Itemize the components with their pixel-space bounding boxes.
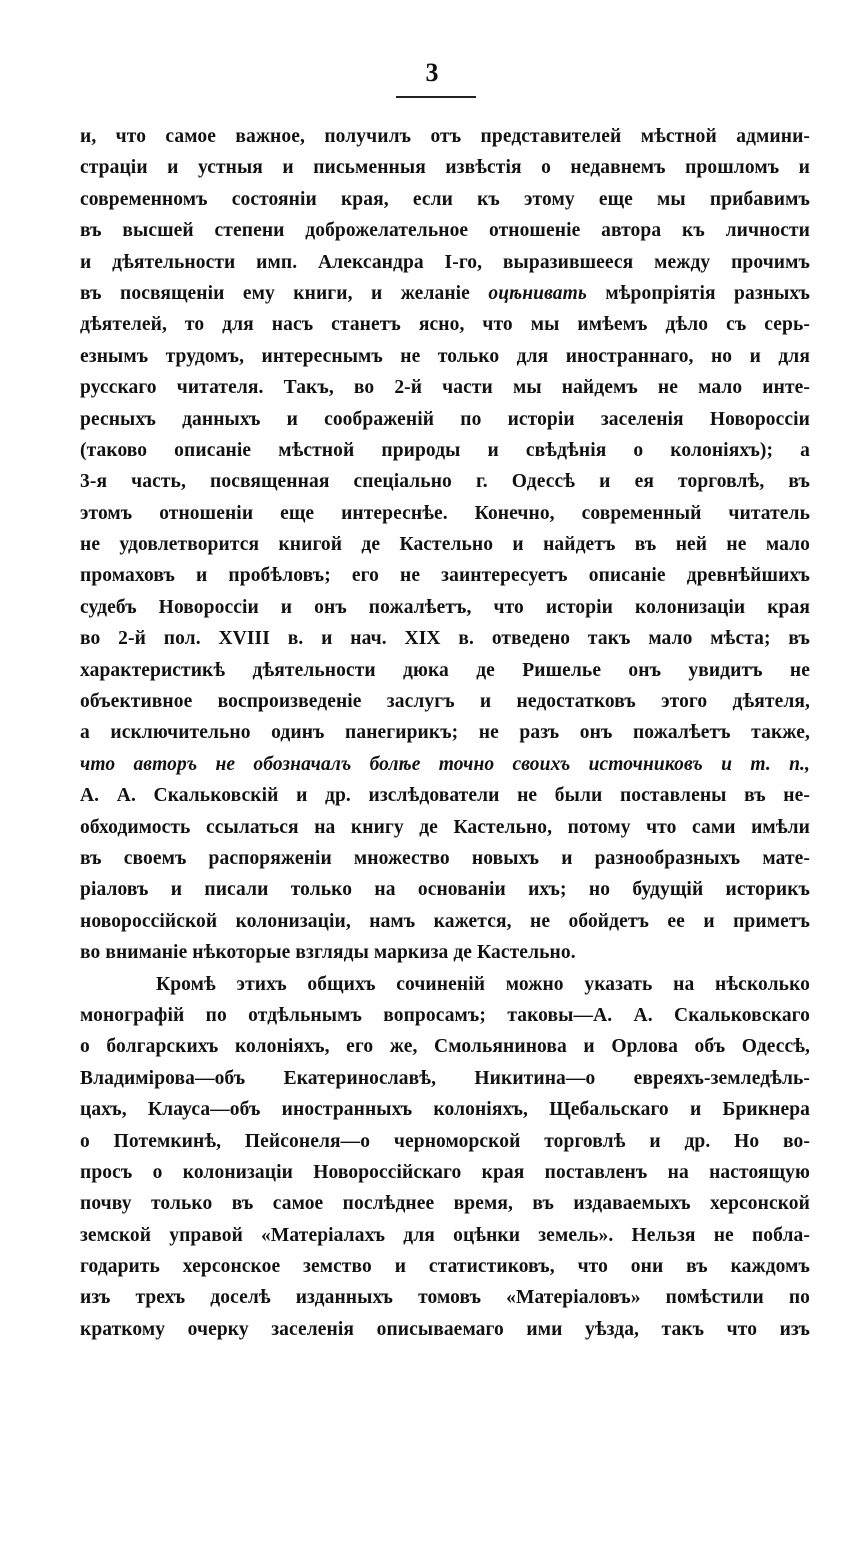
text-segment: и дѣятельности имп. Александра I-го, выразившееся между прочимъ [80,251,810,273]
text-line [80,812,810,843]
text-segment: а исключительно одинъ панегирикъ; не разъ онъ пожалѣетъ также, [80,722,810,744]
text-line [80,749,810,780]
text-segment: о Потемкинѣ, Пейсонеля—о черноморской торговлѣ и др. Но во- [80,1130,810,1152]
italic-text: оцѣнивать [488,282,587,304]
text-segment: езнымъ трудомъ, интереснымъ не только для иностраннаго, но и для [80,345,810,367]
text-line [80,1126,810,1157]
text-line [80,717,810,748]
text-segment: Кромѣ этихъ общихъ сочиненій можно указать на нѣсколько [156,973,810,995]
text-line [80,498,810,529]
text-line [80,341,810,372]
text-line [80,121,810,152]
text-segment: краткому очерку заселенія описываемаго ими уѣзда, такъ что изъ [80,1318,810,1340]
text-line [80,1094,810,1125]
text-line [80,152,810,183]
text-line [80,906,810,937]
text-segment: просъ о колонизаціи Новороссійскаго края поставленъ на настоящую [80,1161,810,1183]
text-segment: русскаго читателя. Такъ, во 2-й части мы найдемъ не мало инте- [80,377,810,399]
text-segment: монографій по отдѣльнымъ вопросамъ; таковы—А. А. Скальковскаго [80,1004,810,1026]
text-segment: изъ трехъ доселѣ изданныхъ томовъ «Матеріаловъ» помѣстили по [80,1287,810,1309]
text-segment: промаховъ и пробѣловъ; его не заинтересуетъ описаніе древнѣйшихъ [80,565,810,587]
text-segment: цахъ, Клауса—объ иностранныхъ колоніяхъ, Щебальскаго и Брикнера [80,1099,810,1121]
text-segment: современномъ состояніи края, если къ этому еще мы прибавимъ [80,188,810,210]
header-rule [396,96,476,98]
text-segment: характеристикѣ дѣятельности дюка де Ришелье онъ увидитъ не [80,659,810,681]
text-segment: дѣятелей, то для насъ станетъ ясно, что мы имѣемъ дѣло съ серь- [80,314,810,336]
text-line [80,1063,810,1094]
text-line [80,404,810,435]
text-line [80,215,810,246]
text-line [80,655,810,686]
text-line [80,1220,810,1251]
text-segment: объективное воспроизведеніе заслугъ и недостатковъ этого дѣятеля, [80,691,810,713]
text-segment: въ высшей степени доброжелательное отношеніе автора къ личности [80,220,810,242]
text-line [80,529,810,560]
text-segment: этомъ отношеніи еще интереснѣе. Конечно, современный читатель [80,502,810,524]
text-line [80,1251,810,1282]
text-line [80,247,810,278]
text-segment: А. А. Скальковскій и др. изслѣдователи не были поставлены въ не- [80,785,810,807]
text-line [80,372,810,403]
text-segment: 3-я часть, посвященная спеціально г. Одессѣ и ея торговлѣ, въ [80,471,810,493]
text-segment: ресныхъ данныхъ и соображеній по исторіи заселенія Новороссіи [80,408,810,430]
text-segment: о болгарскихъ колоніяхъ, его же, Смольянинова и Орлова объ Одессѣ, [80,1036,810,1058]
text-line [80,309,810,340]
text-line [80,1314,810,1345]
text-line [80,560,810,591]
text-line [80,1157,810,1188]
text-segment: во 2-й пол. XVIII в. и нач. XIX в. отведено такъ мало мѣста; въ [80,628,810,650]
text-segment: годарить херсонское земство и статистиковъ, что они въ каждомъ [80,1256,810,1278]
text-segment: новороссійской колонизаціи, намъ кажется, не обойдетъ ее и приметъ [80,910,810,932]
body-text [80,121,810,1345]
page-number: 3 [425,58,439,87]
text-segment: и, что самое важное, получилъ отъ представителей мѣстной админи- [80,126,810,147]
text-line [80,623,810,654]
text-segment: въ своемъ распоряженіи множество новыхъ и разнообразныхъ мате- [80,847,810,869]
text-line [80,780,810,811]
text-line [80,1282,810,1313]
text-segment: судебъ Новороссіи и онъ пожалѣетъ, что исторіи колонизаціи края [80,596,810,618]
text-segment: почву только въ самое послѣднее время, въ издаваемыхъ херсонской [80,1193,810,1215]
text-segment: ріаловъ и писали только на основаніи ихъ; но будущій историкъ [80,879,810,901]
text-line [80,184,810,215]
text-line [80,686,810,717]
text-line [80,435,810,466]
text-segment: во вниманіе нѣкоторые взгляды маркиза де Кастельно. [80,942,576,964]
text-segment: страціи и устныя и письменныя извѣстія о недавнемъ прошломъ и [80,157,810,179]
text-line [80,1000,810,1031]
text-segment: въ посвященіи ему книги, и желаніе [80,282,489,304]
text-segment: Владимірова—объ Екатеринославѣ, Никитина—о евреяхъ-земледѣль- [80,1067,810,1089]
text-line [80,1188,810,1219]
text-line [80,969,810,1000]
text-line [80,278,810,309]
text-line [80,1031,810,1062]
text-segment: мѣропріятія разныхъ [586,282,810,304]
text-segment: не удовлетворится книгой де Кастельно и найдетъ въ ней не мало [80,534,810,556]
text-segment: обходимость ссылаться на книгу де Кастельно, потому что сами имѣли [80,816,810,838]
text-line [80,592,810,623]
text-segment: (таково описаніе мѣстной природы и свѣдѣнія о колоніяхъ); а [80,439,810,461]
text-line [80,937,810,968]
text-line [80,466,810,497]
text-segment: земской управой «Матеріалахъ для оцѣнки земель». Нельзя не побла- [80,1224,810,1246]
text-line [80,874,810,905]
text-line [80,843,810,874]
italic-text: что авторъ не обозначалъ болѣе точно своихъ источниковъ и т. п., [80,753,810,775]
